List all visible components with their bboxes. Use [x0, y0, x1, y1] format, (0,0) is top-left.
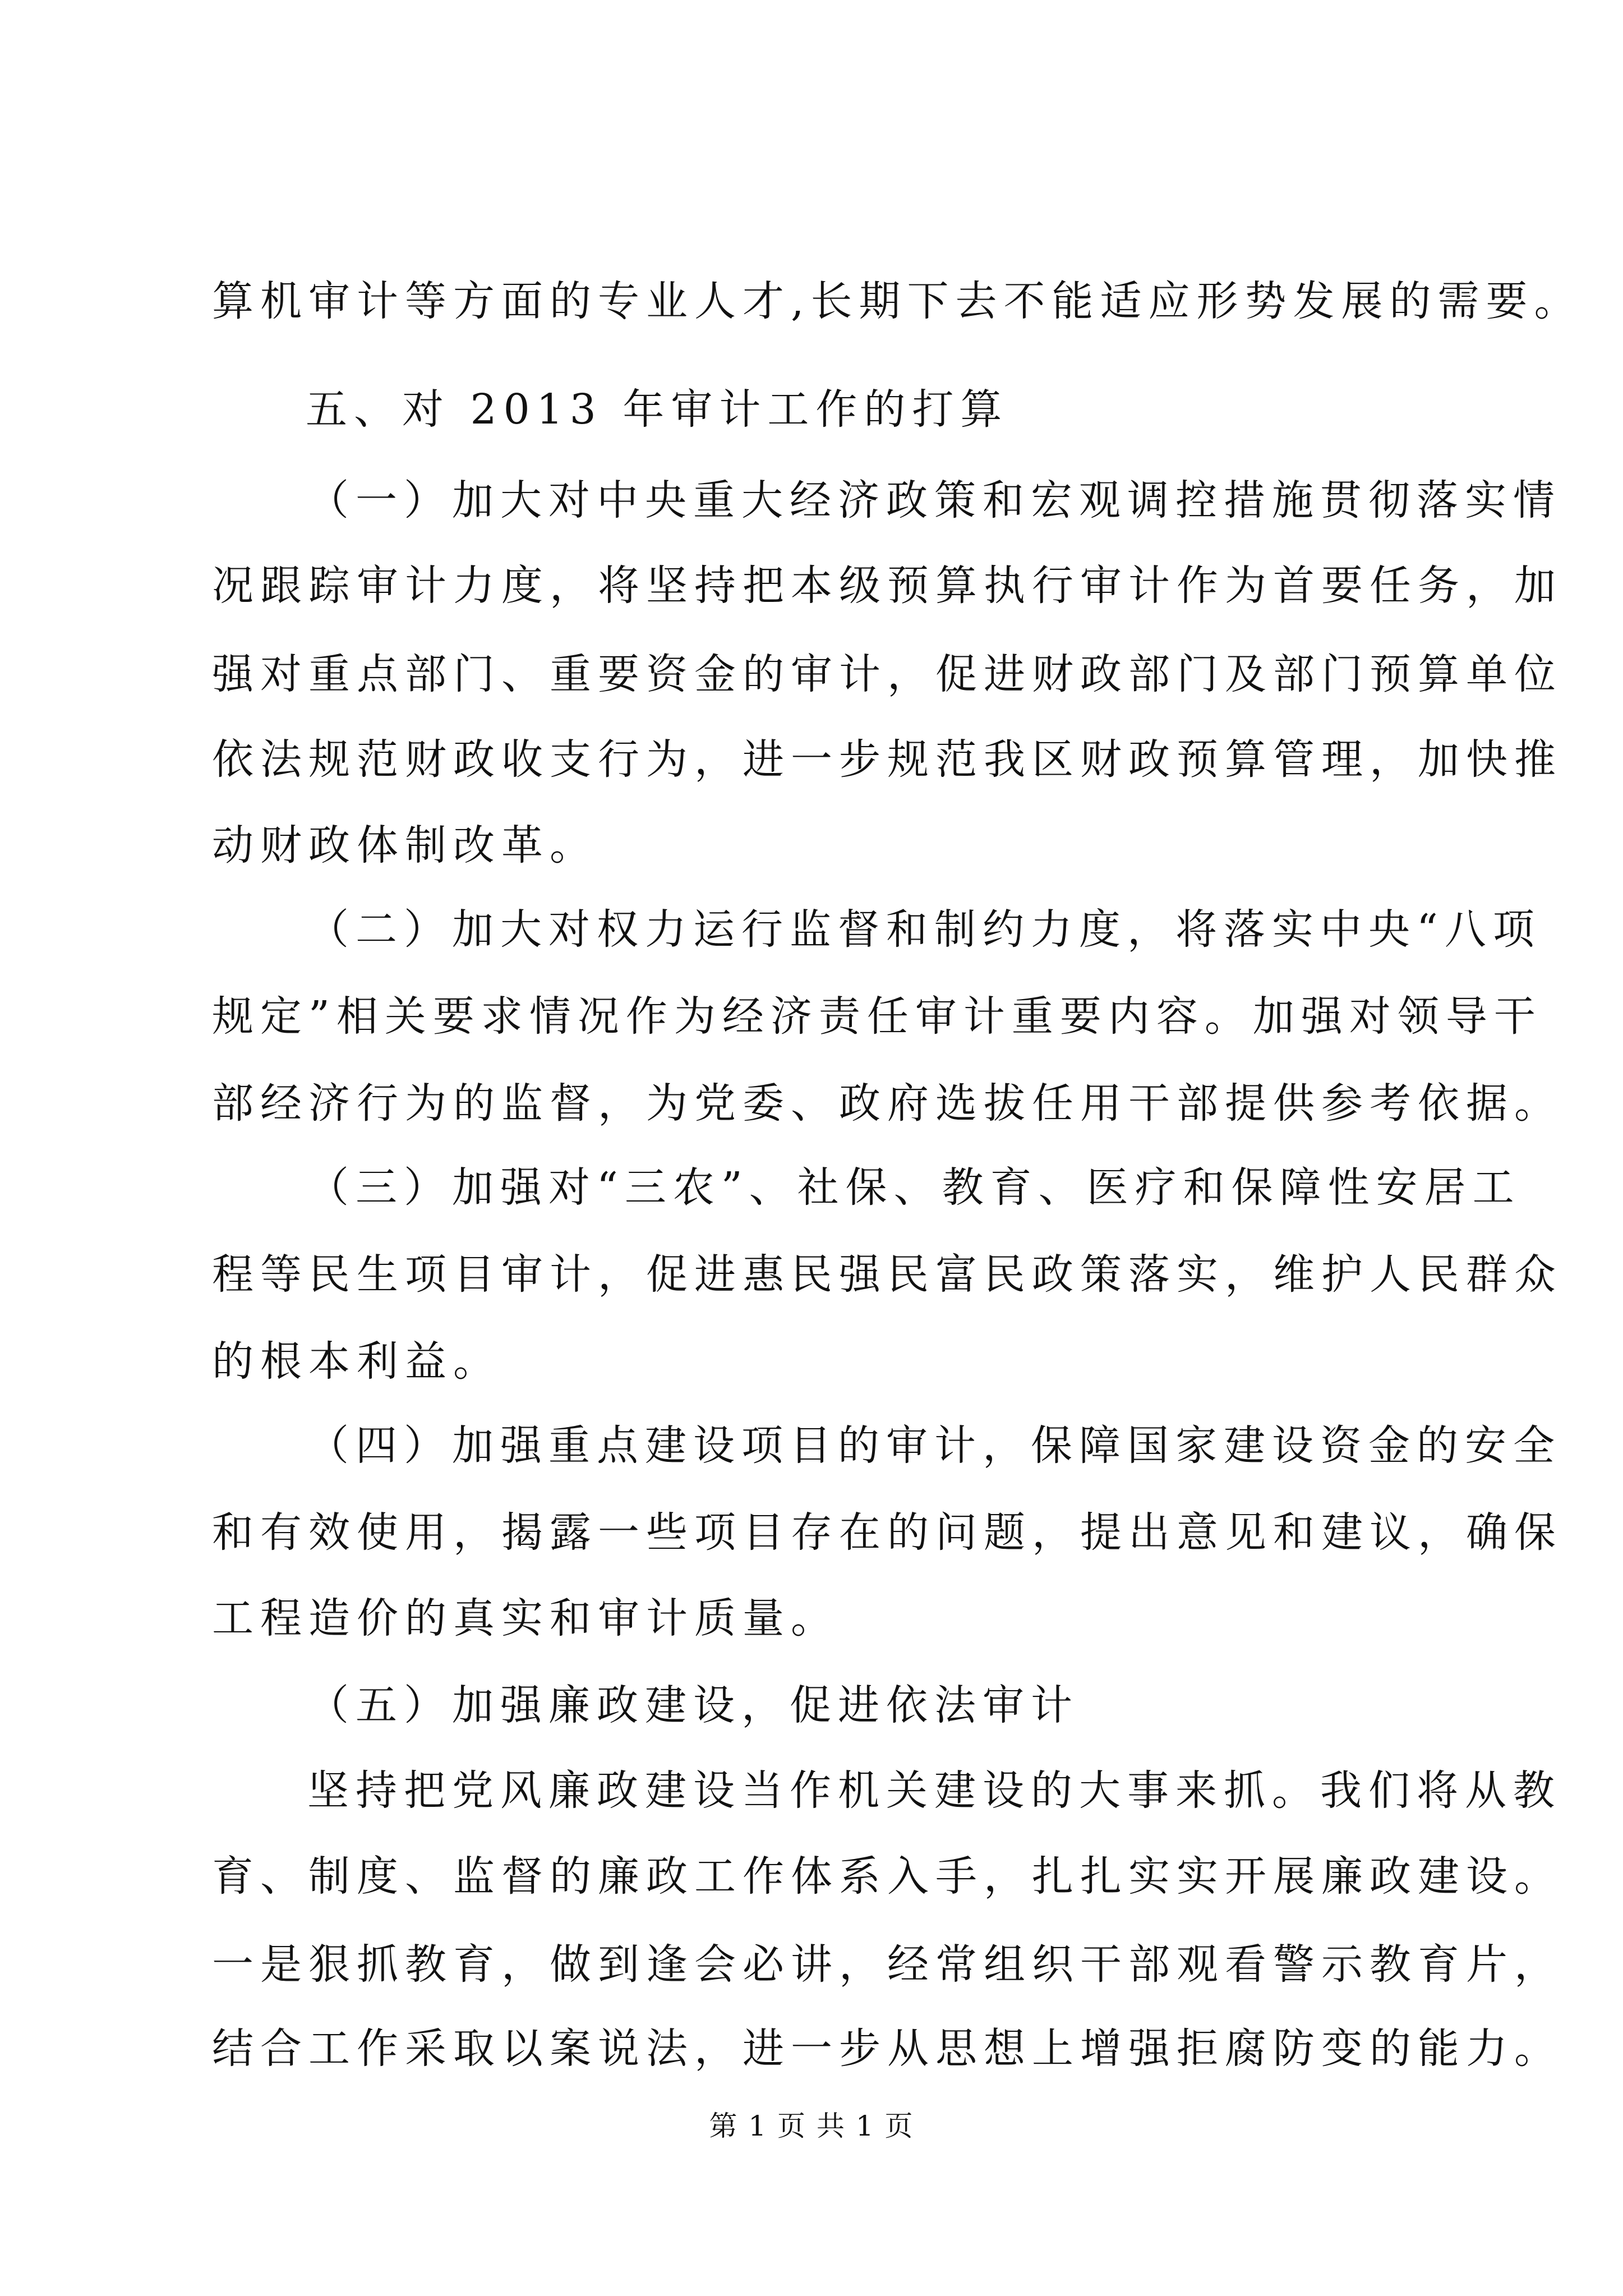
page-number-footer: 第 1 页 共 1 页: [709, 2110, 914, 2142]
section-heading: 五、对 2013 年审计工作的打算: [306, 385, 1009, 434]
body-line: 一是狠抓教育，做到逢会必讲，经常组织干部观看警示教育片，: [212, 1940, 1562, 1989]
body-line: 结合工作采取以案说法，进一步从思想上增强拒腐防变的能力。: [212, 2024, 1562, 2073]
body-line: 规定”相关要求情况作为经济责任审计重要内容。加强对领导干: [212, 992, 1542, 1041]
body-line: （四）加强重点建设项目的审计，保障国家建设资金的安全: [307, 1421, 1561, 1470]
body-line: 工程造价的真实和审计质量。: [212, 1594, 839, 1642]
body-line: 强对重点部门、重要资金的审计，促进财政部门及部门预算单位: [212, 650, 1562, 698]
body-line: 程等民生项目审计，促进惠民强民富民政策落实，维护人民群众: [212, 1250, 1562, 1299]
body-line: 况跟踪审计力度，将坚持把本级预算执行审计作为首要任务，加: [212, 562, 1562, 610]
body-line: （三）加强对“三农”、社保、教育、医疗和保障性安居工: [307, 1163, 1521, 1212]
body-line: （五）加强廉政建设，促进依法审计: [307, 1681, 1079, 1729]
body-line: （二）加大对权力运行监督和制约力度，将落实中央“八项: [307, 905, 1541, 954]
body-line: 动财政体制改革。: [212, 821, 598, 869]
body-line: （一）加大对中央重大经济政策和宏观调控措施贯彻落实情: [307, 476, 1561, 524]
body-line: 的根本利益。: [212, 1337, 501, 1386]
body-line: 部经济行为的监督，为党委、政府选拔任用干部提供参考依据。: [212, 1079, 1562, 1128]
body-line: 算机审计等方面的专业人才,长期下去不能适应形势发展的需要。: [212, 277, 1583, 325]
body-line: 育、制度、监督的廉政工作体系入手，扎扎实实开展廉政建设。: [212, 1852, 1562, 1901]
body-line: 坚持把党风廉政建设当作机关建设的大事来抓。我们将从教: [307, 1766, 1561, 1815]
body-line: 和有效使用，揭露一些项目存在的问题，提出意见和建议，确保: [212, 1508, 1562, 1557]
body-line: 依法规范财政收支行为，进一步规范我区财政预算管理，加快推: [212, 735, 1562, 784]
